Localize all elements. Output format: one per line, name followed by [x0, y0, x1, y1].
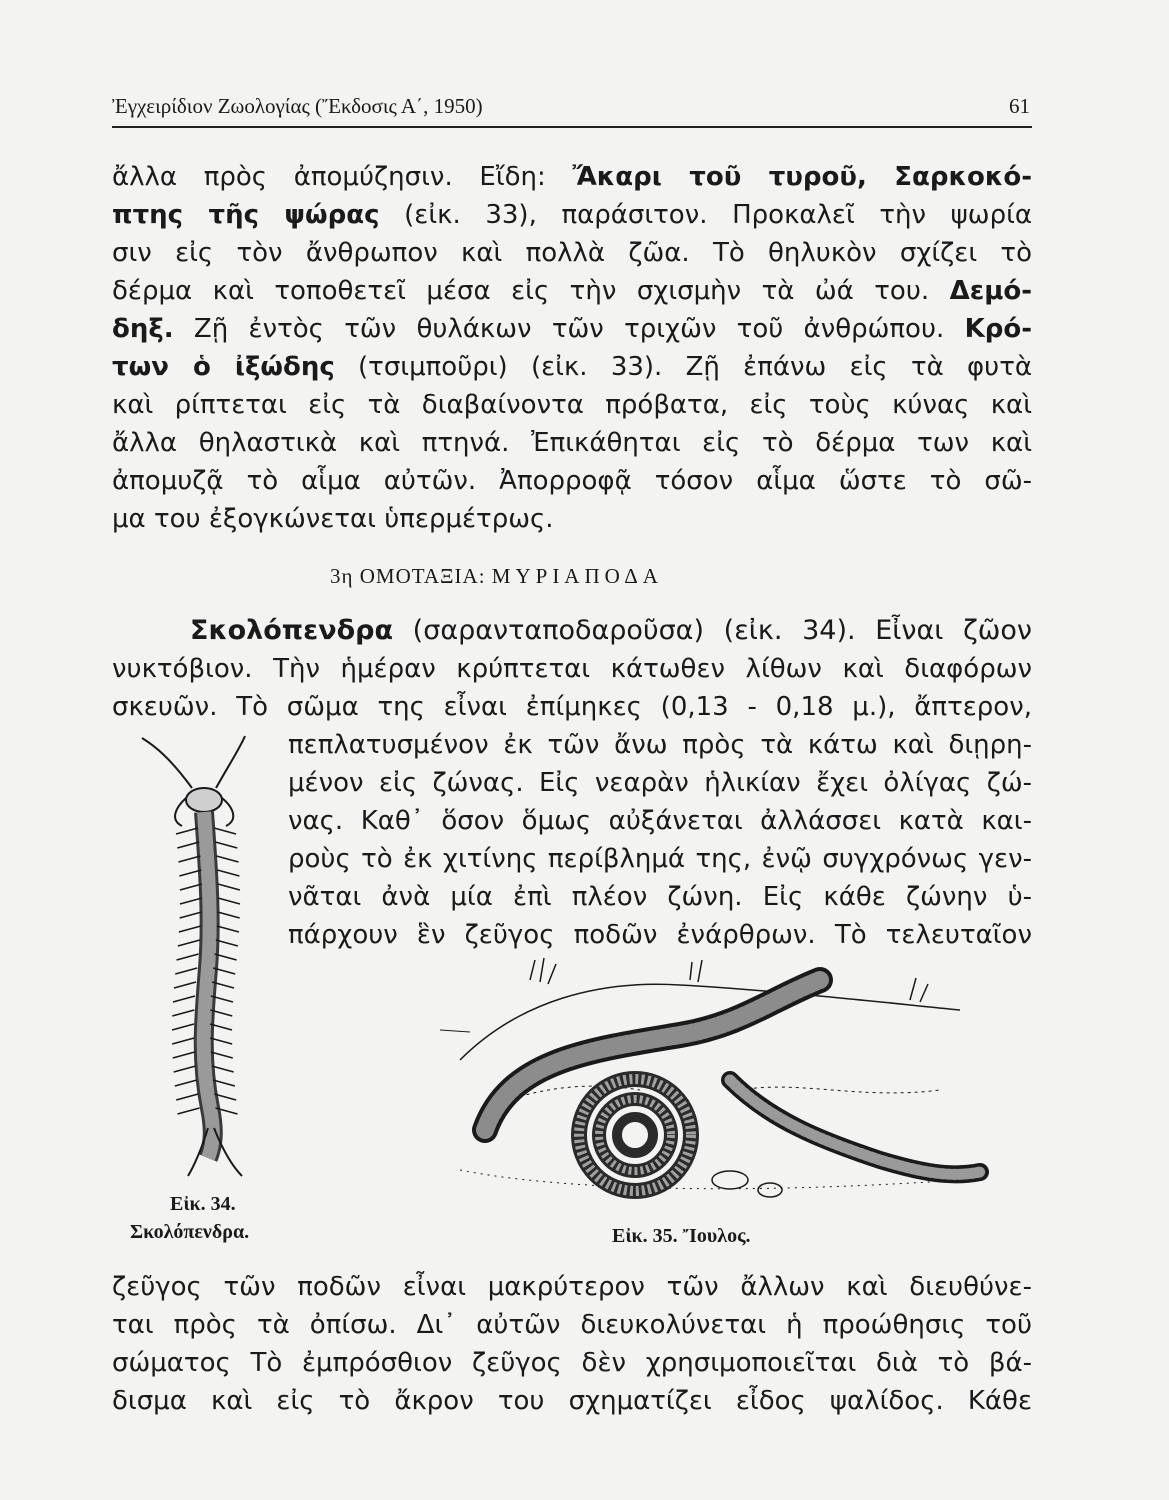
text-line: ζεῦγος τῶν ποδῶν εἶναι μακρύτερον τῶν ἄλλων καὶ διευθύνε- — [112, 1272, 1032, 1302]
text-line: Σκολόπενδρα (σαρανταποδαροῦσα) (εἰκ. 34). Εἶναι ζῶον — [190, 615, 1032, 646]
centipede-leg — [218, 884, 240, 890]
centipede-illustration — [130, 728, 280, 1178]
text-line: ἀπομυζᾷ τὸ αἷμα αὐτῶν. Ἀπορροφᾷ τόσον αἷμα ὥστε τὸ σῶ- — [112, 466, 1032, 496]
centipede-leg — [172, 1038, 194, 1044]
centipede-leg — [177, 842, 199, 848]
text-line: ἄλλα θηλαστικὰ καὶ πτηνά. Ἐπικάθηται εἰς τὸ δέρμα των καὶ — [112, 428, 1032, 458]
centipede-leg — [179, 926, 201, 932]
section-heading — [330, 564, 850, 589]
text-line: νᾶται ἀνὰ μία ἐπὶ πλέον ζώνη. Εἰς κάθε ζώνην ὑ- — [288, 882, 1032, 912]
centipede-leg — [211, 1052, 233, 1058]
centipede-leg — [177, 1108, 199, 1114]
figure-35-caption: Εἰκ. 35. Ἴουλος. — [612, 1225, 751, 1247]
section-label: ΟΜΟΤΑΞΙΑ: — [359, 564, 486, 588]
centipede-leg — [172, 1024, 194, 1030]
figure-34-label: Εἰκ. 34. — [170, 1193, 236, 1215]
text-line: σιν εἰς τὸν ἄνθρωπον καὶ πολλὰ ζῶα. Τὸ θηλυκὸν σχίζει τὸ — [112, 238, 1032, 268]
centipede-leg — [174, 1066, 196, 1072]
centipede-leg — [173, 1052, 195, 1058]
text-line: δέρμα καὶ τοποθετεῖ μέσα εἰς τὴν σχισμὴν τὰ ὠά του. Δεμό- — [112, 276, 1032, 306]
centipede-leg — [217, 870, 239, 876]
text-line: πτης τῆς ψώρας (εἰκ. 33), παράσιτον. Προκαλεῖ τὴν ψωρία — [112, 200, 1033, 230]
centipede-leg — [175, 968, 197, 974]
text-line: πεπλατυσμένον ἐκ τῶν ἄνω πρὸς τὰ κάτω καὶ διῃρη- — [288, 730, 1032, 760]
page-number: 61 — [1009, 94, 1030, 118]
text-line: δισμα καὶ εἰς τὸ ἄκρον του σχηματίζει εἶδος ψαλίδος. Κάθε — [112, 1386, 1032, 1416]
centipede-leg — [175, 1080, 197, 1086]
section-number: 3η — [330, 564, 354, 588]
centipede-leg — [178, 856, 200, 862]
millipede-illustration — [440, 940, 1030, 1210]
centipede-leg — [216, 856, 238, 862]
text-line: σκευῶν. Τὸ σῶμα της εἶναι ἐπίμηκες (0,13 - 0,18 μ.), ἄπτερον, — [112, 692, 1032, 722]
text-line: ἄλλα πρὸς ἀπομύζησιν. Εἴδη: Ἄκαρι τοῦ τυροῦ, Σαρκοκό- — [112, 162, 1032, 192]
centipede-leg — [176, 828, 198, 834]
centipede-leg — [217, 926, 239, 932]
centipede-leg — [180, 898, 202, 904]
centipede-leg — [180, 912, 202, 918]
text-line: νυκτόβιον. Τὴν ἡμέραν κρύπτεται κάτωθεν λίθων καὶ διαφόρων — [112, 654, 1032, 684]
running-header — [112, 92, 1032, 128]
centipede-leg — [173, 996, 195, 1002]
centipede-leg — [174, 982, 196, 988]
figure-34-title: Σκολόπενδρα. — [130, 1221, 250, 1243]
text-line: μένον εἰς ζώνας. Εἰς νεαρὰν ἡλικίαν ἔχει ὀλίγας ζώ- — [288, 768, 1032, 798]
text-line: σώματος Τὸ ἐμπρόσθιον ζεῦγος δὲν χρησιμοποιεῖται διὰ τὸ βά- — [112, 1348, 1032, 1378]
book-title: Ἐγχειρίδιον Ζωολογίας (Ἔκδοσις Α΄, 1950) — [112, 94, 483, 118]
text-line: πάρχουν ἓν ζεῦγος ποδῶν ἐνάρθρων. Τὸ τελευταῖον — [288, 920, 1032, 950]
text-line: ται πρὸς τὰ ὀπίσω. Δι᾿ αὐτῶν διευκολύνεται ἡ προώθησις τοῦ — [112, 1310, 1032, 1340]
text-line: νας. Καθ᾿ ὅσον ὅμως αὐξάνεται ἀλλάσσει κατὰ και- — [288, 806, 1032, 836]
section-name: ΜΥΡΙΑΠΟΔΑ — [491, 564, 663, 588]
centipede-leg — [212, 1066, 234, 1072]
centipede-leg — [218, 912, 240, 918]
figure-34-caption — [170, 1190, 236, 1218]
text-line: καὶ ρίπτεται εἰς τὰ διαβαίνοντα πρόβατα, εἰς τοὺς κύνας καὶ — [112, 390, 1032, 420]
text-line: μα του ἐξογκώνεται ὑπερμέτρως. — [112, 504, 554, 534]
centipede-leg — [180, 884, 202, 890]
text-line: των ὁ ἰξώδης (τσιμποῦρι) (εἰκ. 33). Ζῇ ἐπάνω εἰς τὰ φυτὰ — [112, 352, 1032, 382]
centipede-leg — [218, 898, 240, 904]
centipede-leg — [177, 954, 199, 960]
centipede-leg — [215, 842, 237, 848]
centipede-leg — [172, 1010, 194, 1016]
centipede-leg — [214, 828, 236, 834]
text-line: ροὺς τὸ ἐκ χιτίνης περίβλημά της, ἐνῷ συγχρόνως γεν- — [288, 844, 1032, 874]
centipede-leg — [176, 1094, 198, 1100]
centipede-leg — [178, 940, 200, 946]
text-line: δηξ. Ζῇ ἐντὸς τῶν θυλάκων τῶν τριχῶν τοῦ ἀνθρώπου. Κρό- — [112, 314, 1032, 344]
